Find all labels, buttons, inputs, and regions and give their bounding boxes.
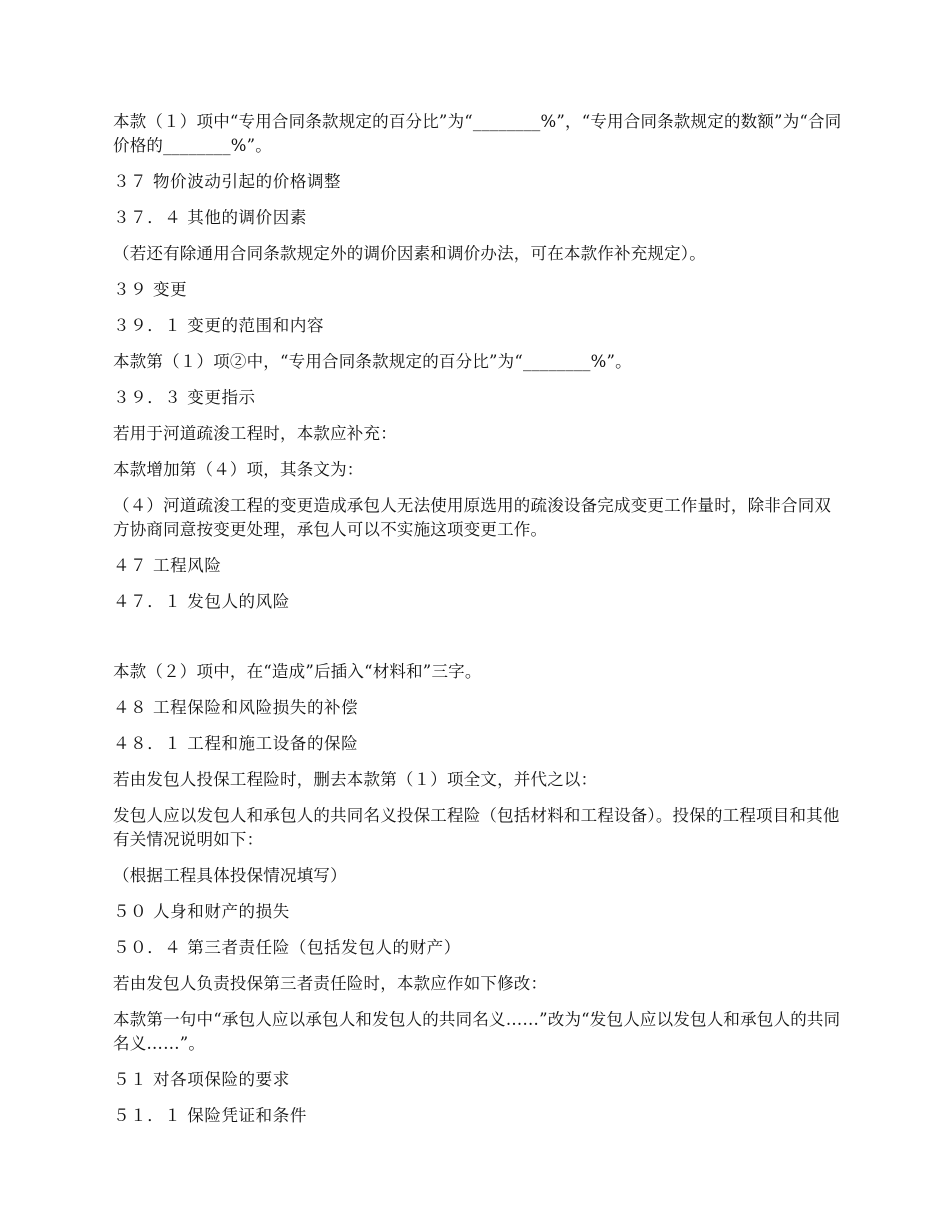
subsection-heading-47-1: ４７．１ 发包人的风险 [113,592,290,611]
section-heading-47: ４７ 工程风险 [113,556,222,575]
paragraph-insert-materials: 本款（２）项中，在“造成”后插入“材料和”三字。 [113,662,482,681]
subsection-heading-39-1: ３９．１ 变更的范围和内容 [113,316,325,335]
paragraph-other-adjustments: （若还有除通用合同条款规定外的调价因素和调价办法，可在本款作补充规定）。 [113,244,706,263]
subsection-heading-51-1: ５１．１ 保险凭证和条件 [113,1106,307,1125]
paragraph-add-item-4: 本款增加第（４）项，其条文为： [113,460,364,479]
section-heading-51: ５１ 对各项保险的要求 [113,1070,290,1089]
paragraph-fill-in-note: （根据工程具体投保情况填写） [113,866,347,885]
subsection-heading-39-3: ３９．３ 变更指示 [113,388,256,407]
paragraph-joint-insurance: 发包人应以发包人和承包人的共同名义投保工程险（包括材料和工程设备）。投保的工程项目和其他有关情况说明如下： [113,806,840,849]
document-page [113,110,843,1140]
paragraph-owner-insures: 若由发包人投保工程险时，删去本款第（１）项全文，并代之以： [113,770,598,789]
section-heading-48: ４８ 工程保险和风险损失的补偿 [113,698,359,717]
blank-gap [113,626,843,660]
subsection-heading-50-4: ５０．４ 第三者责任险（包括发包人的财产） [113,938,461,957]
paragraph-item-4-text: （４）河道疏浚工程的变更造成承包人无法使用原选用的疏浚设备完成变更工作量时，除非合同双方协商同意按变更处理，承包人可以不实施这项变更工作。 [113,496,832,539]
paragraph-dredging-supplement: 若用于河道疏浚工程时，本款应补充： [113,424,397,443]
section-heading-39: ３９ 变更 [113,280,188,299]
paragraph-first-sentence-change: 本款第一句中“承包人应以承包人和发包人的共同名义……”改为“发包人应以发包人和承包人的共同名义……”。 [113,1010,841,1053]
paragraph-price-percentage: 本款（１）项中“专用合同条款规定的百分比”为“________%”，“专用合同条款规定的数额”为“合同价格的________%”。 [113,112,842,155]
paragraph-third-party-modify: 若由发包人负责投保第三者责任险时，本款应作如下修改： [113,974,548,993]
section-heading-37: ３７ 物价波动引起的价格调整 [113,172,342,191]
subsection-heading-48-1: ４８．１ 工程和施工设备的保险 [113,734,359,753]
section-heading-50: ５０ 人身和财产的损失 [113,902,290,921]
subsection-heading-37-4: ３７．４ 其他的调价因素 [113,208,307,227]
paragraph-change-percentage: 本款第（１）项②中，“专用合同条款规定的百分比”为“________%”。 [113,352,632,371]
